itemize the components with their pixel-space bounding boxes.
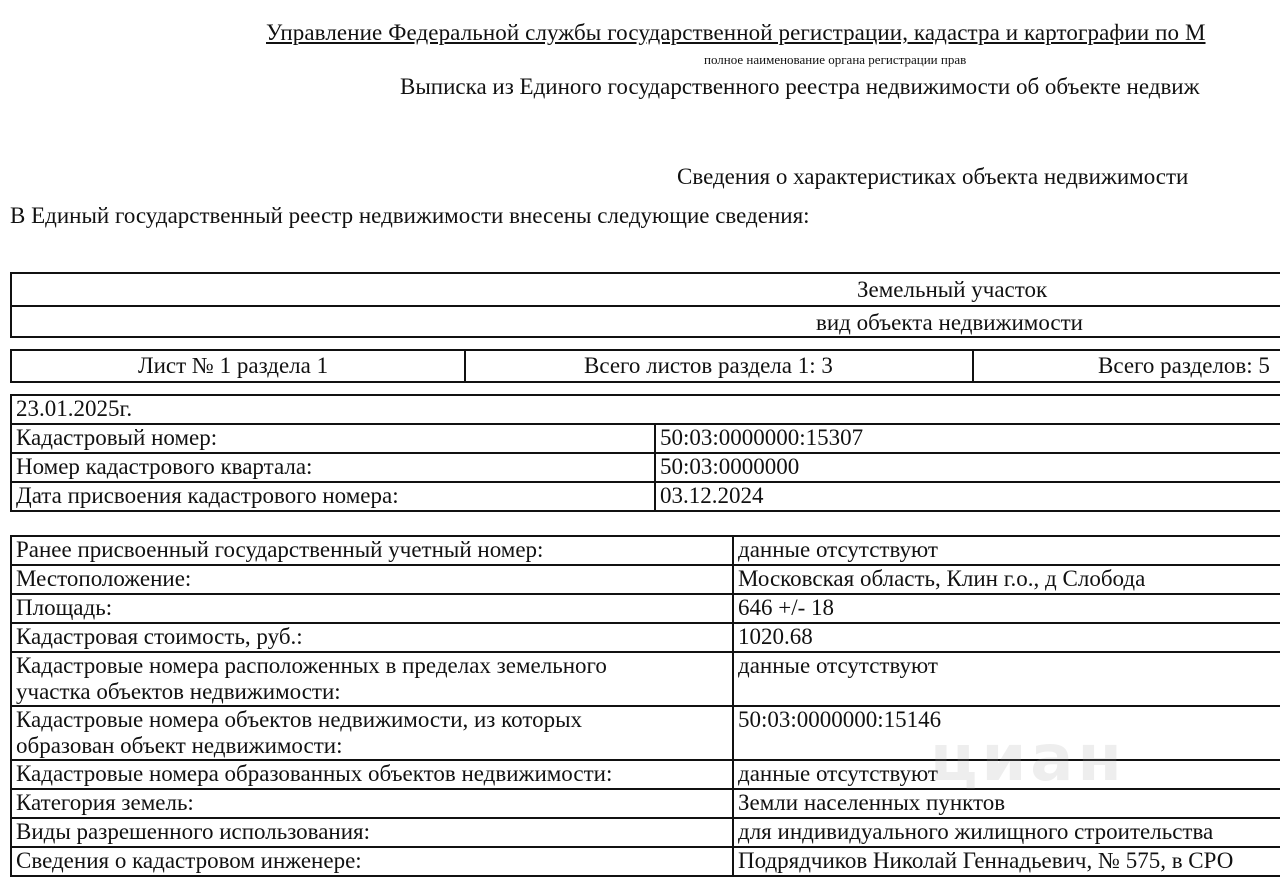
table-row [11,594,1280,623]
row-label: Площадь: [11,594,733,623]
row-value: Земли населенных пунктов [733,789,1280,818]
row-value: 1020.68 [733,623,1280,652]
table-row [11,424,1280,453]
table-row [11,847,1280,876]
table-row [11,789,1280,818]
extract-title: Выписка из Единого государственного реестра недвижимости об объекте недвиж [400,74,1200,99]
row-value: для индивидуального жилищного строительства [733,818,1280,847]
extract-date: 23.01.2025г. [11,395,1280,424]
date-row [11,395,1280,424]
row-label-line: участка объектов недвижимости: [16,679,341,704]
total-sections: Всего разделов: 5 [1098,353,1270,378]
row-value: данные отсутствуют [733,760,1280,789]
intro-text: В Единый государственный реестр недвижимости внесены следующие сведения: [10,203,810,228]
row-label: Сведения о кадастровом инженере: [11,847,733,876]
row-value: 50:03:0000000:15146 [733,706,1280,760]
row-value: Московская область, Клин г.о., д Слобода [733,565,1280,594]
property-details-table [10,535,1280,877]
watermark-logo: циан [930,722,1126,796]
table-row [11,706,1280,760]
row-value: Подрядчиков Николай Геннадьевич, № 575, в СРО [733,847,1280,876]
object-type-caption: вид объекта недвижимости [12,305,1280,338]
row-label-line: образован объект недвижимости: [16,733,343,758]
table-row [11,482,1280,511]
section-title: Сведения о характеристиках объекта недвижимости [677,164,1189,189]
row-label: Местоположение: [11,565,733,594]
object-type-box [10,272,1280,338]
row-value: 03.12.2024 [655,482,1280,511]
table-row [11,453,1280,482]
table-row [11,652,1280,706]
row-label-line: Кадастровые номера расположенных в пределах земельного [16,653,607,678]
row-label: Кадастровые номера образованных объектов недвижимости: [11,760,733,789]
row-value: 50:03:0000000 [655,453,1280,482]
table-row [11,565,1280,594]
row-label: Категория земель: [11,789,733,818]
row-label: Кадастровый номер: [11,424,655,453]
row-label: Ранее присвоенный государственный учетный номер: [11,536,733,565]
row-label: Виды разрешенного использования: [11,818,733,847]
object-type: Земельный участок [857,277,1048,302]
table-row [11,818,1280,847]
row-label: Дата присвоения кадастрового номера: [11,482,655,511]
sheet-number: Лист № 1 раздела 1 [12,351,466,381]
agency-caption: полное наименование органа регистрации прав [704,52,967,67]
row-value: данные отсутствуют [733,652,1280,706]
table-row [11,536,1280,565]
row-value: данные отсутствуют [733,536,1280,565]
total-sheets: Всего листов раздела 1: 3 [466,351,974,381]
row-value: 50:03:0000000:15307 [655,424,1280,453]
row-label [11,652,733,706]
row-label: Номер кадастрового квартала: [11,453,655,482]
cadastral-info-table [10,394,1280,512]
row-value: 646 +/- 18 [733,594,1280,623]
row-label: Кадастровая стоимость, руб.: [11,623,733,652]
row-label [11,706,733,760]
agency-name: Управление Федеральной службы государственной регистрации, кадастра и картографии по М [266,20,1206,45]
sheet-info-box [10,349,1280,383]
table-row [11,760,1280,789]
row-label-line: Кадастровые номера объектов недвижимости, из которых [16,707,583,732]
table-row [11,623,1280,652]
